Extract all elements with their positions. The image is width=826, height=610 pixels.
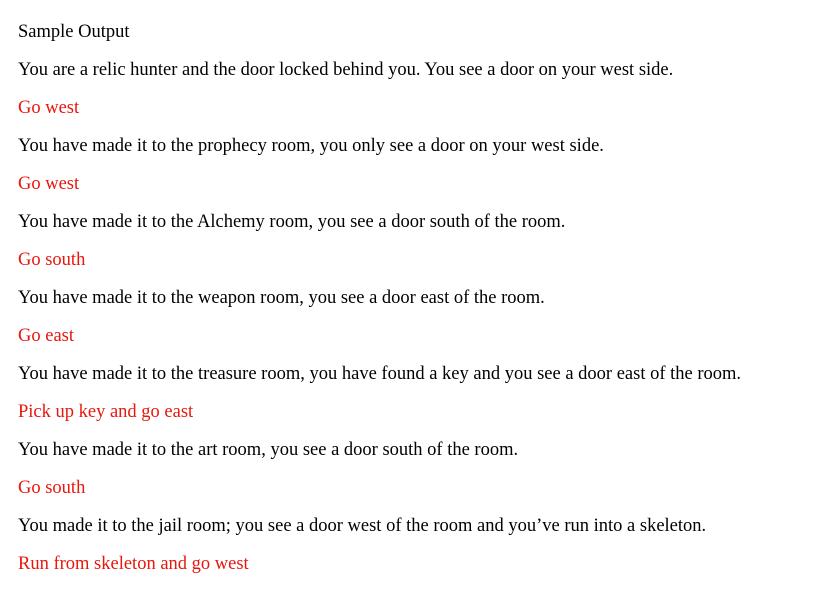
document-heading: Sample Output [18,22,130,42]
command-line: Go south [18,250,86,270]
command-line: Run from skeleton and go west [18,554,249,574]
command-line: Pick up key and go east [18,402,194,422]
command-line: Go west [18,98,80,118]
command-line: Go east [18,326,74,346]
narration-line: You are a relic hunter and the door locked behind you. You see a door on your west side. [18,60,674,80]
narration-line: You have made it to the treasure room, you have found a key and you see a door east of the room. [18,364,742,384]
narration-line: You made it to the jail room; you see a door west of the room and you’ve run into a skeleton. [18,516,707,536]
narration-line: You have made it to the Alchemy room, you see a door south of the room. [18,212,566,232]
narration-line: You have made it to the weapon room, you see a door east of the room. [18,288,545,308]
document-body [18,20,808,590]
command-line: Go south [18,478,86,498]
narration-line: You have made it to the art room, you see a door south of the room. [18,440,519,460]
command-line: Go west [18,174,80,194]
narration-line: You have made it to the prophecy room, you only see a door on your west side. [18,136,604,156]
